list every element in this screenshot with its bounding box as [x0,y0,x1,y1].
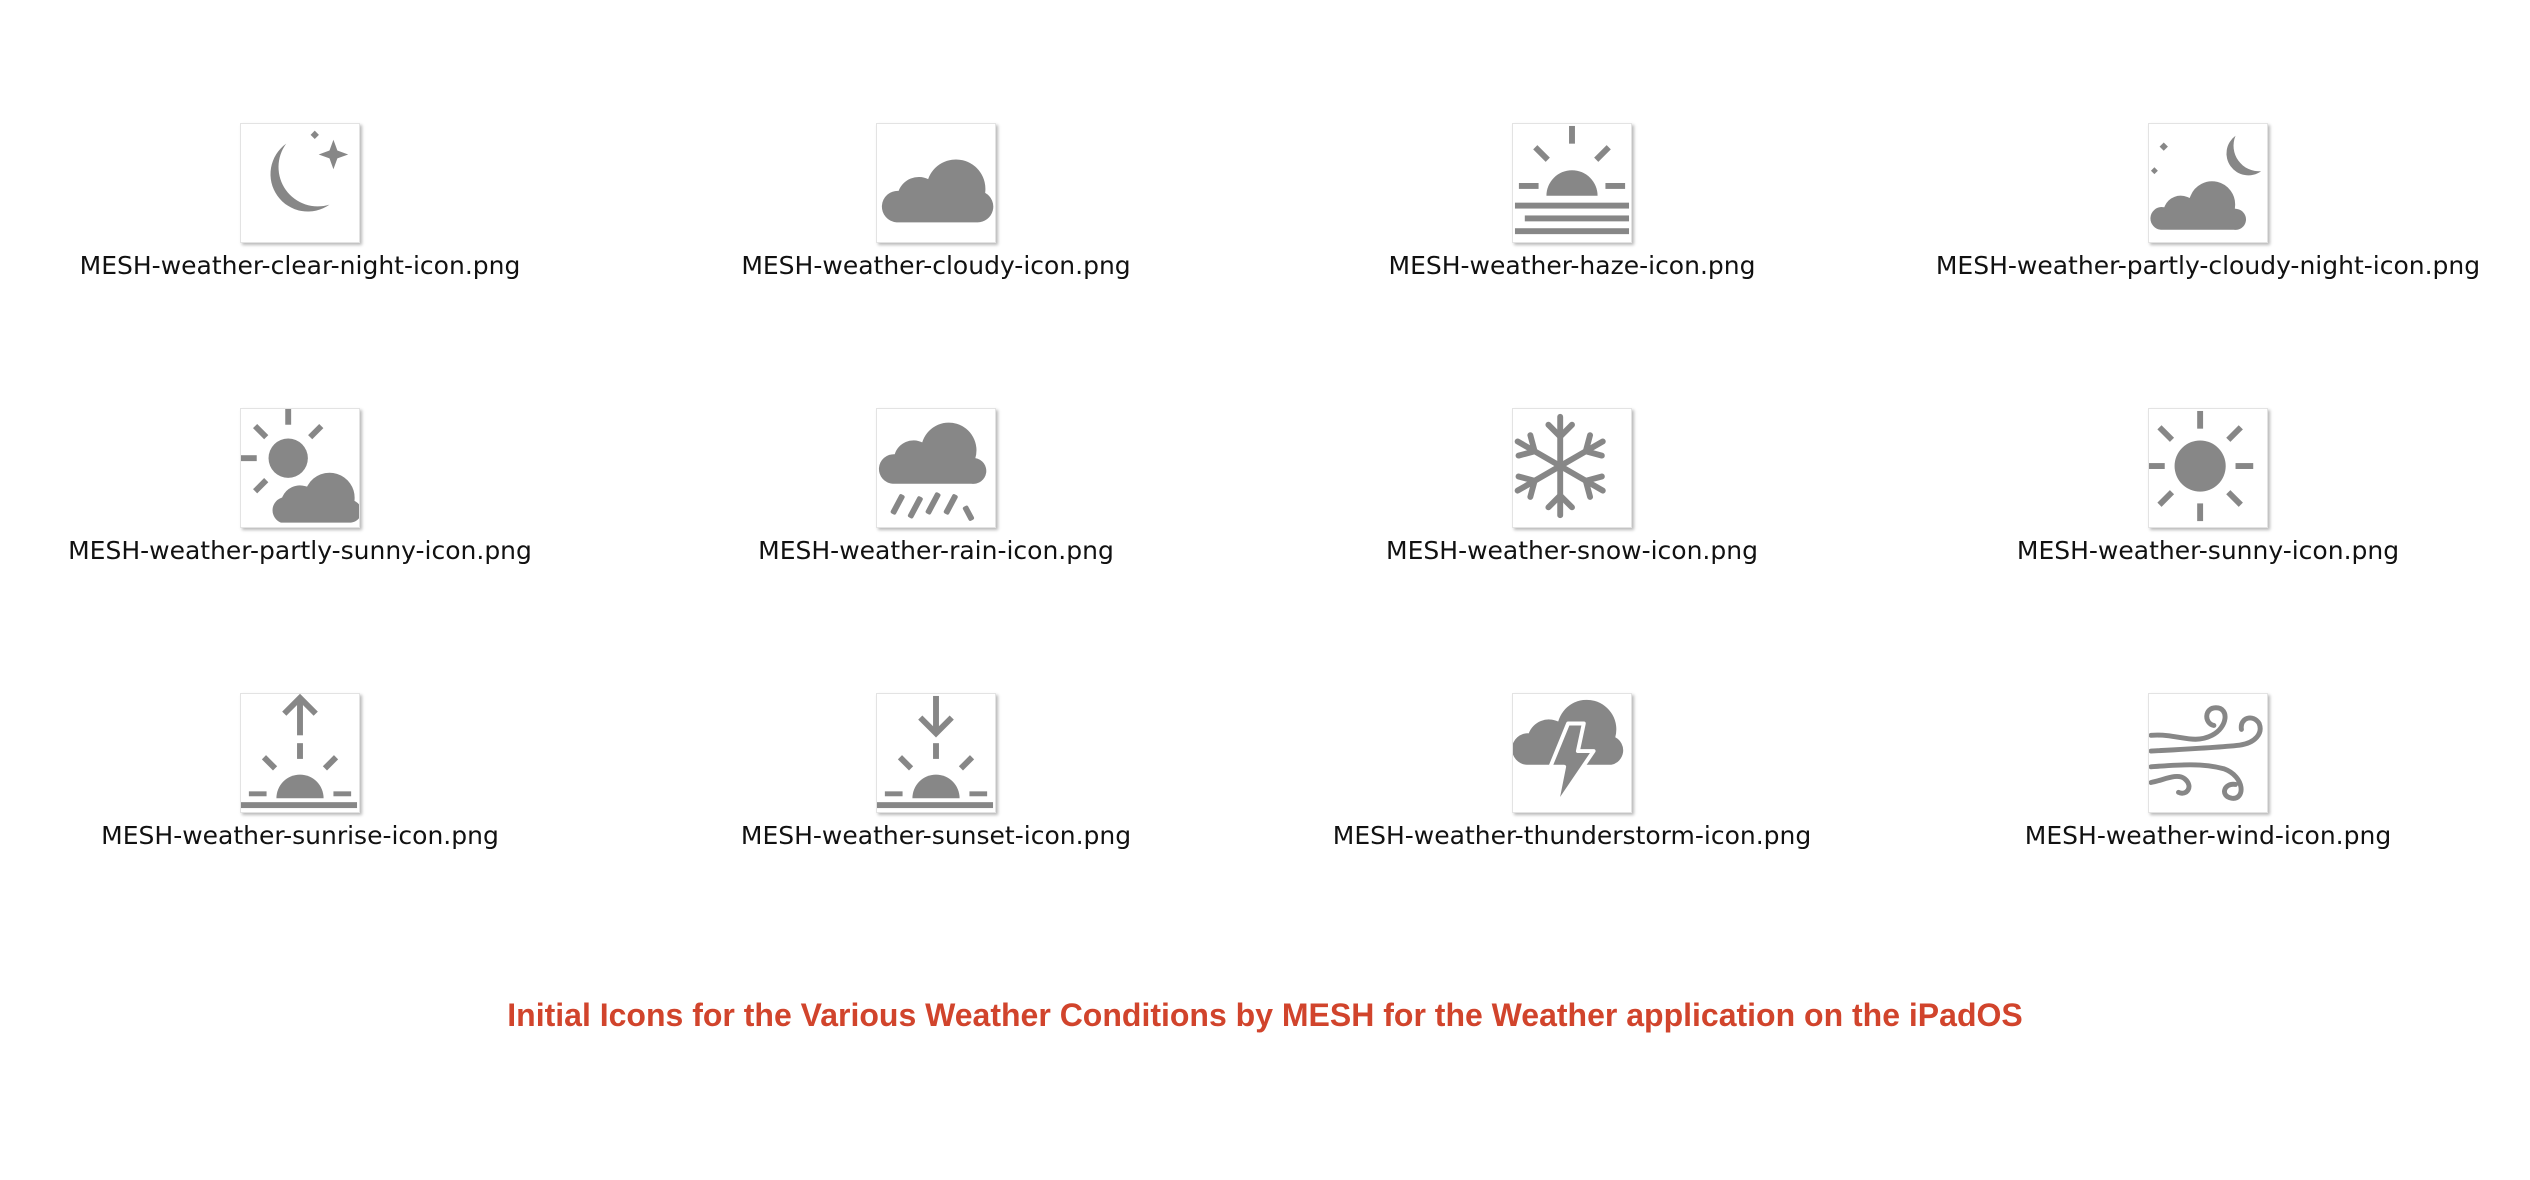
partly-cloudy-night-icon [2149,124,2267,242]
file-name: MESH-weather-sunny-icon.png [2016,536,2400,565]
page-caption: Initial Icons for the Various Weather Conditions by MESH for the Weather application on the iPadOS [507,997,2023,1033]
thumbnail[interactable] [876,408,996,528]
thumbnail[interactable] [876,693,996,813]
file-name: MESH-weather-cloudy-icon.png [741,251,1131,280]
snow-icon [1513,409,1631,527]
rain-icon [877,409,995,527]
thumbnail[interactable] [240,693,360,813]
file-name: MESH-weather-wind-icon.png [2024,821,2392,850]
thumbnail[interactable] [240,123,360,243]
thumbnail[interactable] [2148,693,2268,813]
file-name: MESH-weather-clear-night-icon.png [79,251,521,280]
file-name: MESH-weather-haze-icon.png [1388,251,1756,280]
file-name: MESH-weather-partly-sunny-icon.png [68,536,532,565]
thumbnail[interactable] [1512,123,1632,243]
thumbnail[interactable] [1512,693,1632,813]
clear-night-icon [241,124,359,242]
thumbnail[interactable] [876,123,996,243]
partly-sunny-icon [241,409,359,527]
file-name: MESH-weather-partly-cloudy-night-icon.png [1935,251,2481,280]
thumbnail[interactable] [240,408,360,528]
sunny-icon [2149,409,2267,527]
haze-icon [1513,124,1631,242]
thumbnail[interactable] [1512,408,1632,528]
cloudy-icon [877,124,995,242]
wind-icon [2149,694,2267,812]
file-name: MESH-weather-rain-icon.png [758,536,1114,565]
file-name: MESH-weather-sunset-icon.png [740,821,1132,850]
thumbnail[interactable] [2148,123,2268,243]
thumbnail[interactable] [2148,408,2268,528]
file-name: MESH-weather-snow-icon.png [1386,536,1758,565]
thunderstorm-icon [1513,694,1631,812]
file-name: MESH-weather-thunderstorm-icon.png [1332,821,1812,850]
sunset-icon [877,694,995,812]
sunrise-icon [241,694,359,812]
file-name: MESH-weather-sunrise-icon.png [101,821,499,850]
